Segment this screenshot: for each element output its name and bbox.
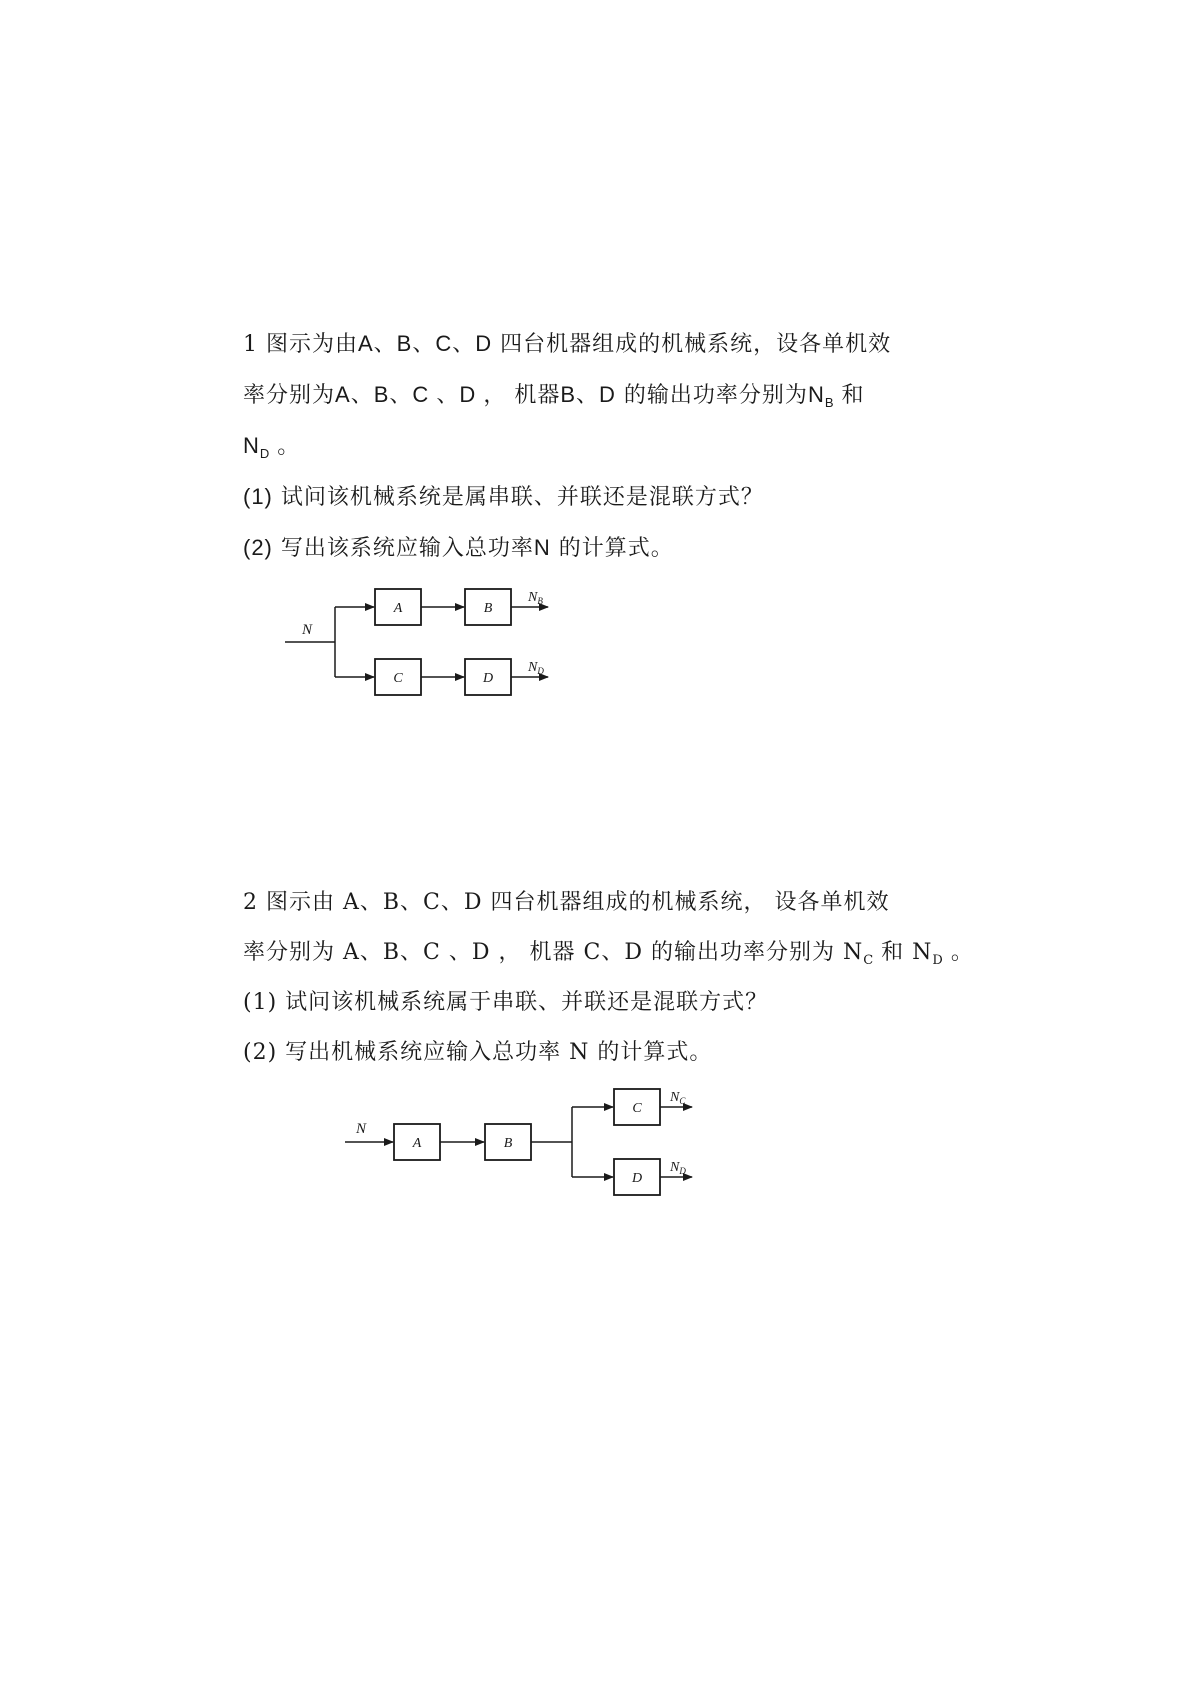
q1-line2-part-d: B、D — [560, 382, 616, 407]
q1-sub2-text-a: 写出该系统应输入总功率 — [272, 536, 534, 561]
q1-block-b-label: B — [483, 601, 493, 616]
q2-subquestion-2: (2) 写出机械系统应输入总功率 N 的计算式。 — [243, 1040, 713, 1065]
q1-block-a-label: A — [393, 601, 403, 616]
q1-output-label-b: $N_B$ — [528, 590, 543, 606]
q2-line2-subscript-d: D — [932, 953, 943, 968]
q1-output-label-d: $N_D$ — [528, 660, 544, 676]
q1-sub1-number: (1) — [243, 484, 273, 509]
q1-block-c-label: C — [393, 671, 403, 686]
q1-line2-part-e: 的输出功率分别为 — [615, 383, 808, 408]
q1-sub2-number: (2) — [243, 535, 273, 560]
q2-output-label-c: $N_C$ — [670, 1090, 686, 1106]
q2-block-diagram — [340, 1085, 700, 1210]
q1-line1-part-a: 1 图示为由 — [243, 332, 358, 357]
q1-block-diagram — [280, 575, 580, 720]
q1-line2-part-c: 机器 — [506, 383, 561, 408]
q1-line1-part-b: A、B、C、D — [358, 331, 493, 356]
q1-line2-part-h: 和 — [833, 383, 865, 408]
q2-line2-part-c: 和 N — [873, 940, 933, 965]
q1-text-line-1 — [243, 329, 891, 360]
q1-sub1-text: 试问该机械系统是属串联、并联还是混联方式？ — [272, 485, 764, 510]
q1-sub2-text-b: 的计算式。 — [550, 536, 674, 561]
q2-block-d-label: D — [631, 1171, 643, 1186]
q1-sub2-symbol: N — [533, 535, 551, 560]
q1-line2-power-subscript: B — [824, 395, 834, 410]
q2-line2-period: 。 — [942, 940, 974, 965]
q2-line2-subscript-c: C — [863, 953, 874, 968]
q2-block-b-label: B — [503, 1136, 513, 1151]
q2-block-a-label: A — [412, 1136, 422, 1151]
q1-line2-part-a: 率分别为 — [243, 383, 336, 408]
q2-text-line-1: 2 图示由 A、B、C、D 四台机器组成的机械系统， 设各单机效 — [243, 890, 890, 915]
q2-subquestion-1: (1) 试问该机械系统属于串联、并联还是混联方式？ — [243, 990, 769, 1015]
q1-block-d-label: D — [482, 671, 494, 686]
q1-line2-power-symbol: N — [807, 382, 825, 407]
q1-line1-part-c: 四台机器组成的机械系统，设各单机效 — [492, 332, 892, 357]
q2-block-c-label: C — [632, 1101, 642, 1116]
q2-line2-part-a: 率分别为 A、B、C 、D ， 机器 C、D 的输出功率分别为 N — [243, 940, 864, 965]
q1-line2-part-b: A、B、C 、D ， — [335, 382, 507, 407]
q1-subquestion-1 — [243, 482, 764, 513]
q1-text-line-3 — [243, 431, 300, 469]
q2-output-label-d: $N_D$ — [670, 1160, 686, 1176]
q1-text-line-2 — [243, 380, 865, 418]
q1-line3-power-subscript: D — [259, 446, 270, 461]
q1-line3-period: 。 — [269, 434, 301, 459]
q1-input-label: N — [302, 622, 313, 638]
q1-subquestion-2 — [243, 533, 674, 564]
q2-text-line-2 — [243, 938, 974, 976]
q2-input-label: N — [356, 1121, 367, 1137]
q1-line3-power-symbol: N — [243, 433, 260, 458]
